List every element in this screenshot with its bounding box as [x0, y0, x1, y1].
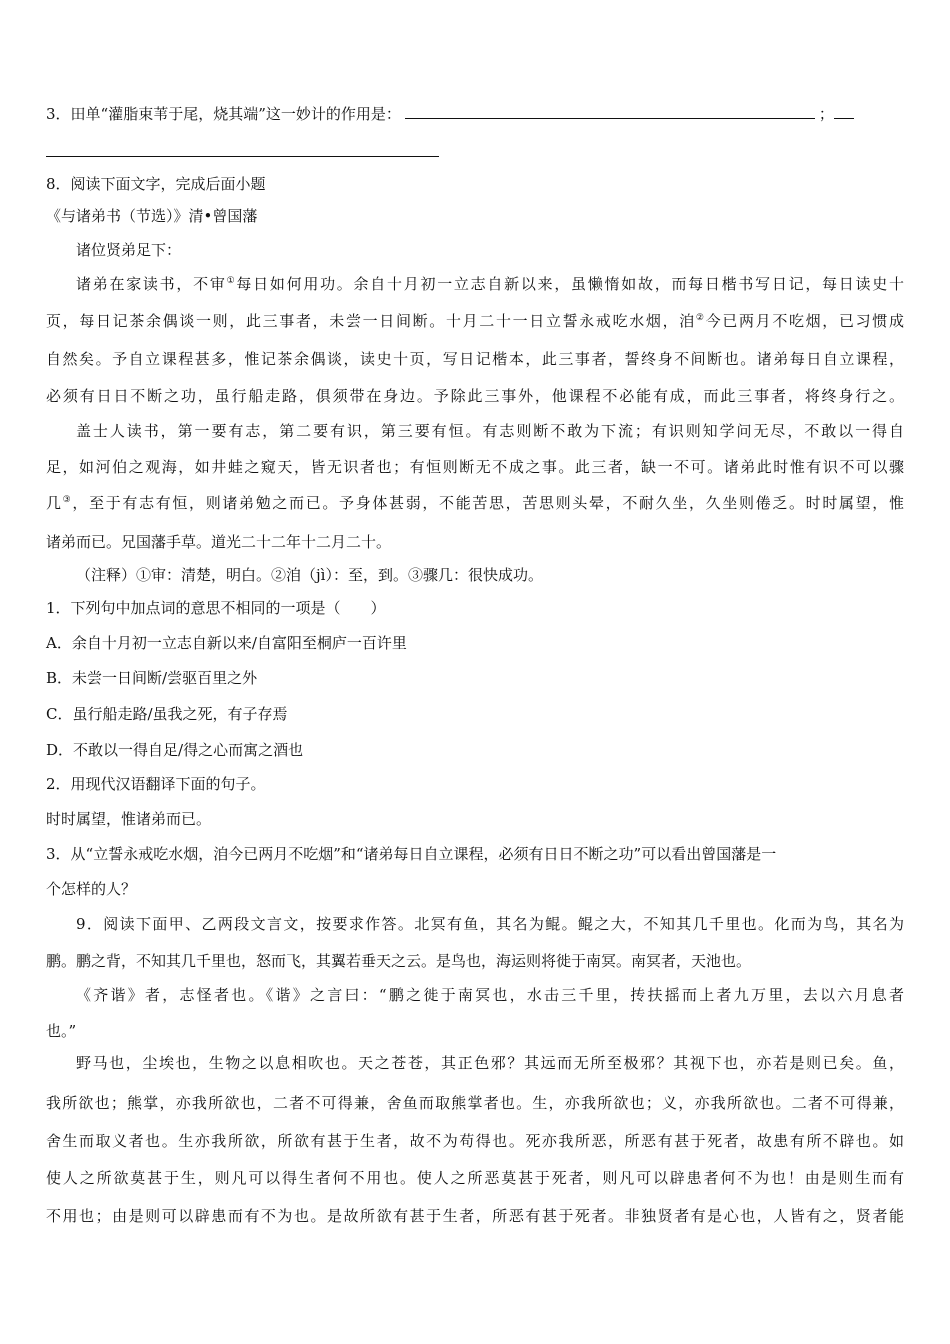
- q8-sub2: 2．用现代汉语翻译下面的句子。: [46, 775, 266, 793]
- q8-sub2-sentence: 时时属望，惟诸弟而已。: [46, 810, 212, 828]
- q8-p2-line: 几③，至于有志有恒，则诸弟勉之而已。予身体甚弱，不能苦思，苦思则头晕，不耐久坐，久坐则倦乏。时时属望，惟: [46, 494, 904, 512]
- option-a[interactable]: A．余自十月初一立志自新以来/自富阳至桐庐一百许里: [46, 634, 407, 652]
- option-b[interactable]: B．未尝一日间断/尝驱百里之外: [46, 669, 258, 687]
- q9-line: 野马也，尘埃也，生物之以息相吹也。天之苍苍，其正色邪？其远而无所至极邪？其视下也，亦若是则已矣。鱼，: [76, 1054, 904, 1072]
- q8-title: 《与诸弟书（节选）》清•曾国藩: [46, 207, 258, 225]
- answer-blank-3[interactable]: [46, 156, 439, 157]
- q9-line: 舍生而取义者也。生亦我所欲，所欲有甚于生者，故不为苟得也。死亦我所恶，所恶有甚于死者，故患有所不辟也。如: [46, 1132, 904, 1150]
- option-c[interactable]: C．虽行船走路/虽我之死，有子存焉: [46, 705, 288, 723]
- q9-line: 9．阅读下面甲、乙两段文言文，按要求作答。北冥有鱼，其名为鲲。鲲之大，不知其几千里也。化而为鸟，其名为: [76, 915, 904, 933]
- q9-line: 也。”: [46, 1022, 77, 1040]
- option-d[interactable]: D．不敢以一得自足/得之心而寓之酒也: [46, 741, 304, 759]
- q8-p1-line: 自然矣。予自立课程甚多，惟记茶余偶谈，读史十页，写日记楷本，此三事者，誓终身不间断也。诸弟每日自立课程，: [46, 350, 904, 368]
- q3-fill-line: [46, 104, 854, 124]
- q9-line: 我所欲也；熊掌，亦我所欲也，二者不可得兼，舍鱼而取熊掌者也。生，亦我所欲也；义，亦我所欲也。二者不可得兼，: [46, 1094, 904, 1112]
- answer-blank-2[interactable]: [834, 104, 854, 119]
- q8-p2-line: 诸弟而已。兄国藩手草。道光二十二年十二月二十。: [46, 533, 392, 551]
- q3-fill-prefix: 3．田单“灌脂束苇于尾，烧其端”这一妙计的作用是：: [46, 105, 401, 123]
- q8-heading: 8．阅读下面文字，完成后面小题: [46, 175, 266, 193]
- q8-p1-line: 页，每日记茶余偶谈一则，此三事者，未尝一日间断。十月二十一日立誓永戒吃水烟，洎②今已两月不吃烟，已习惯成: [46, 312, 904, 330]
- q9-line: 使人之所欲莫甚于生，则凡可以得生者何不用也。使人之所恶莫甚于死者，则凡可以辟患者何不为也！由是则生而有: [46, 1169, 904, 1187]
- answer-blank-1[interactable]: [405, 104, 815, 119]
- q8-p1-line: 必须有日日不断之功，虽行船走路，俱须带在身边。予除此三事外，他课程不必能有成，而此三事者，将终身行之。: [46, 387, 904, 405]
- q8-sub3: 3．从“立誓永戒吃水烟，洎今已两月不吃烟”和“诸弟每日自立课程，必须有日日不断之功”可以看出曾国藩是一: [46, 845, 777, 863]
- q8-greeting: 诸位贤弟足下：: [76, 241, 182, 259]
- q9-line: 不用也；由是则可以辟患而有不为也。是故所欲有甚于生者，所恶有甚于死者。非独贤者有是心也，人皆有之，贤者能: [46, 1207, 904, 1225]
- q8-p2-line: 足，如河伯之观海，如井蛙之窥天，皆无识者也；有恒则断无不成之事。此三者，缺一不可。诸弟此时惟有识不可以骤: [46, 458, 904, 476]
- q8-sub3-cont: 个怎样的人？: [46, 880, 137, 898]
- q8-sub1: 1．下列句中加点词的意思不相同的一项是（ ）: [46, 599, 386, 617]
- q8-note: （注释）①审：清楚，明白。②洎（jì）：至，到。③骤几：很快成功。: [76, 566, 543, 584]
- q8-p1-line: 诸弟在家读书，不审①每日如何用功。余自十月初一立志自新以来，虽懒惰如故，而每日楷书写日记，每日读史十: [76, 275, 904, 293]
- q9-line: 鹏。鹏之背，不知其几千里也，怒而飞，其翼若垂天之云。是鸟也，海运则将徙于南冥。南冥者，天池也。: [46, 952, 752, 970]
- q9-line: 《齐谐》者，志怪者也。《谐》之言曰：“鹏之徙于南冥也，水击三千里，抟扶摇而上者九万里，去以六月息者: [76, 986, 904, 1004]
- q8-p2-line: 盖士人读书，第一要有志，第二要有识，第三要有恒。有志则断不敢为下流；有识则知学问无尽，不敢以一得自: [76, 422, 904, 440]
- q3-fill-separator: ；: [818, 105, 834, 123]
